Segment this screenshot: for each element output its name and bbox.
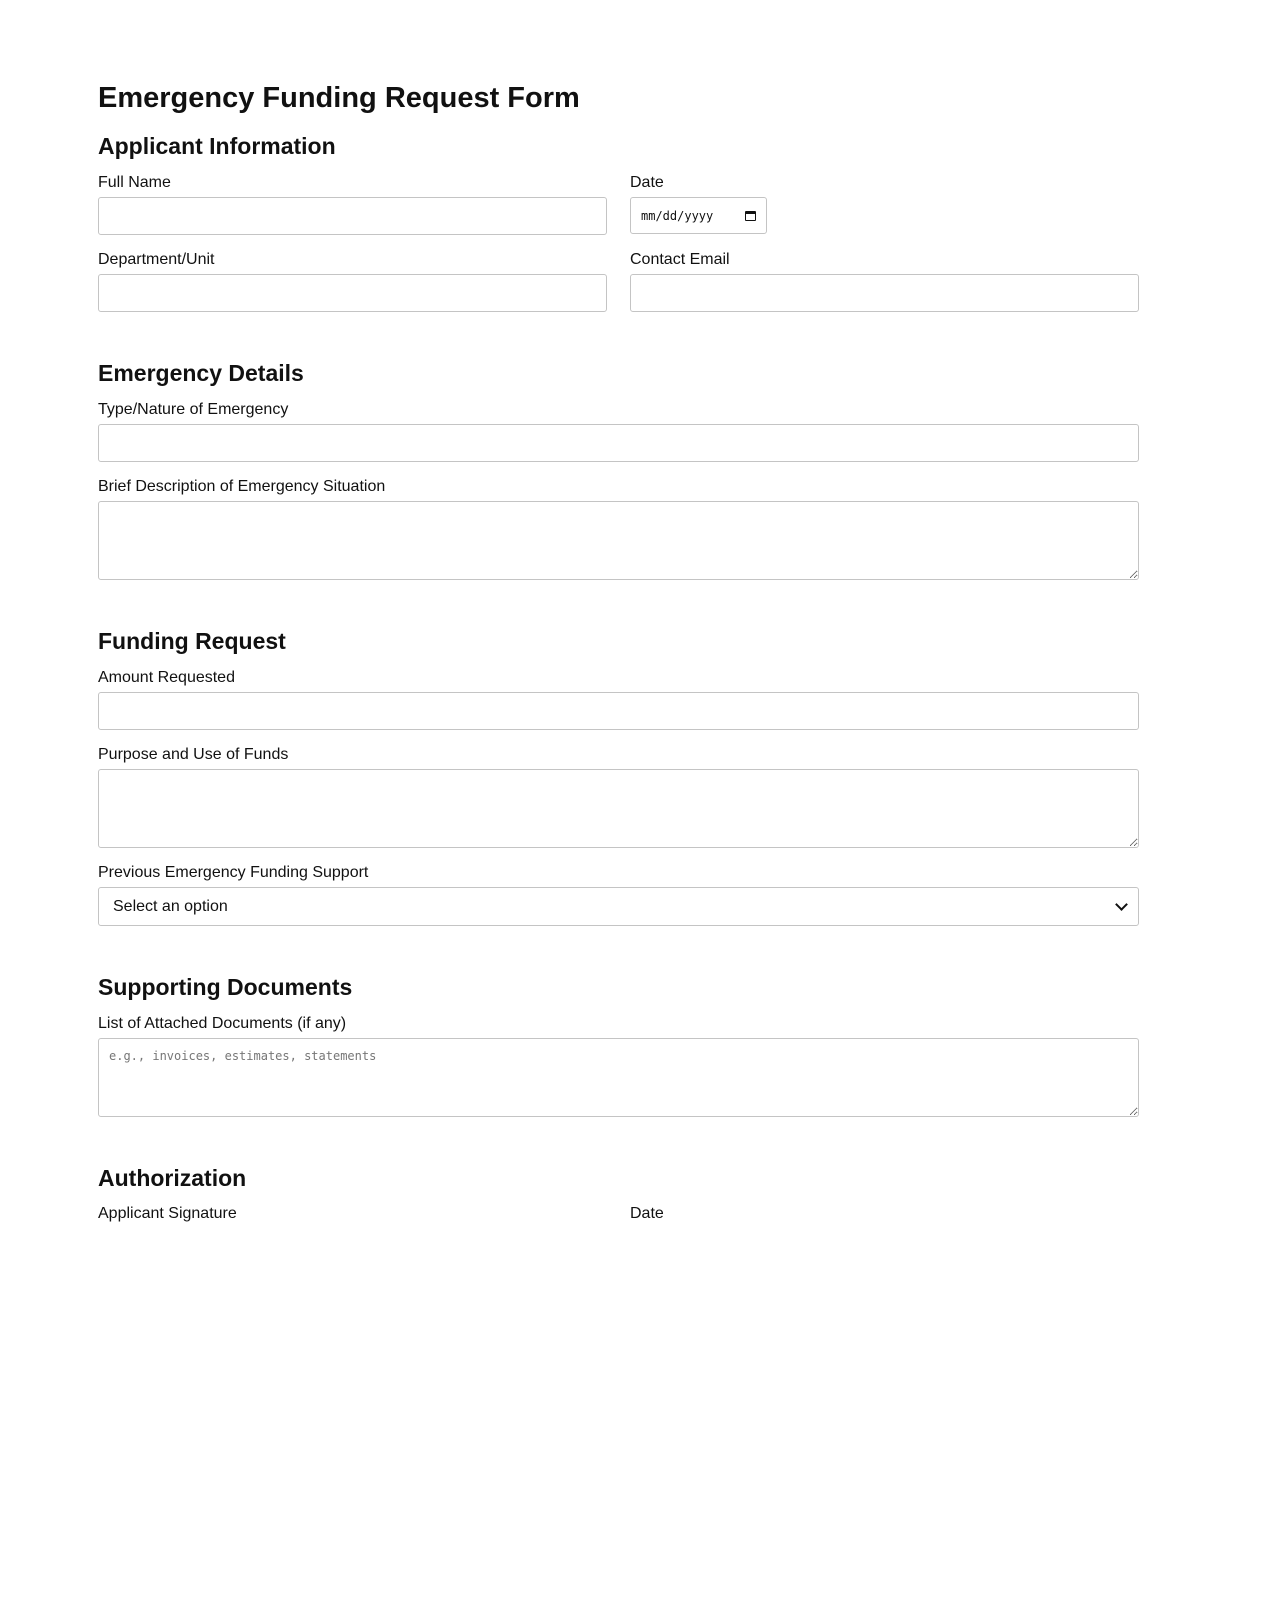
emergency-description-label: Brief Description of Emergency Situation [98, 478, 386, 495]
date-input[interactable] [630, 197, 767, 234]
department-input[interactable] [98, 274, 607, 312]
documents-list-label: List of Attached Documents (if any) [98, 1015, 347, 1032]
section-documents-heading: Supporting Documents [98, 974, 353, 1000]
full-name-input[interactable] [98, 197, 607, 235]
emergency-type-label: Type/Nature of Emergency [98, 401, 289, 418]
contact-email-label: Contact Email [630, 251, 730, 268]
contact-email-input[interactable] [630, 274, 1139, 312]
section-funding-heading: Funding Request [98, 628, 286, 654]
amount-label: Amount Requested [98, 669, 235, 686]
department-label: Department/Unit [98, 251, 215, 268]
calendar-icon[interactable] [745, 211, 756, 221]
previous-funding-label: Previous Emergency Funding Support [98, 864, 369, 881]
emergency-type-input[interactable] [98, 424, 1139, 462]
date-placeholder: mm/dd/yyyy [641, 208, 714, 223]
section-applicant-heading: Applicant Information [98, 133, 336, 159]
authorization-date-label: Date [630, 1205, 664, 1222]
purpose-textarea[interactable] [98, 769, 1139, 848]
previous-funding-selected-value: Select an option [113, 897, 228, 915]
applicant-signature-label: Applicant Signature [98, 1205, 237, 1222]
section-emergency-heading: Emergency Details [98, 360, 304, 386]
section-authorization-heading: Authorization [98, 1165, 247, 1191]
documents-list-textarea[interactable] [98, 1038, 1139, 1117]
date-label: Date [630, 174, 664, 191]
previous-funding-select[interactable] [98, 887, 1139, 926]
emergency-description-textarea[interactable] [98, 501, 1139, 580]
amount-input[interactable] [98, 692, 1139, 730]
purpose-label: Purpose and Use of Funds [98, 746, 289, 763]
full-name-label: Full Name [98, 174, 171, 191]
page-title: Emergency Funding Request Form [98, 82, 580, 114]
chevron-down-icon [1115, 898, 1128, 911]
